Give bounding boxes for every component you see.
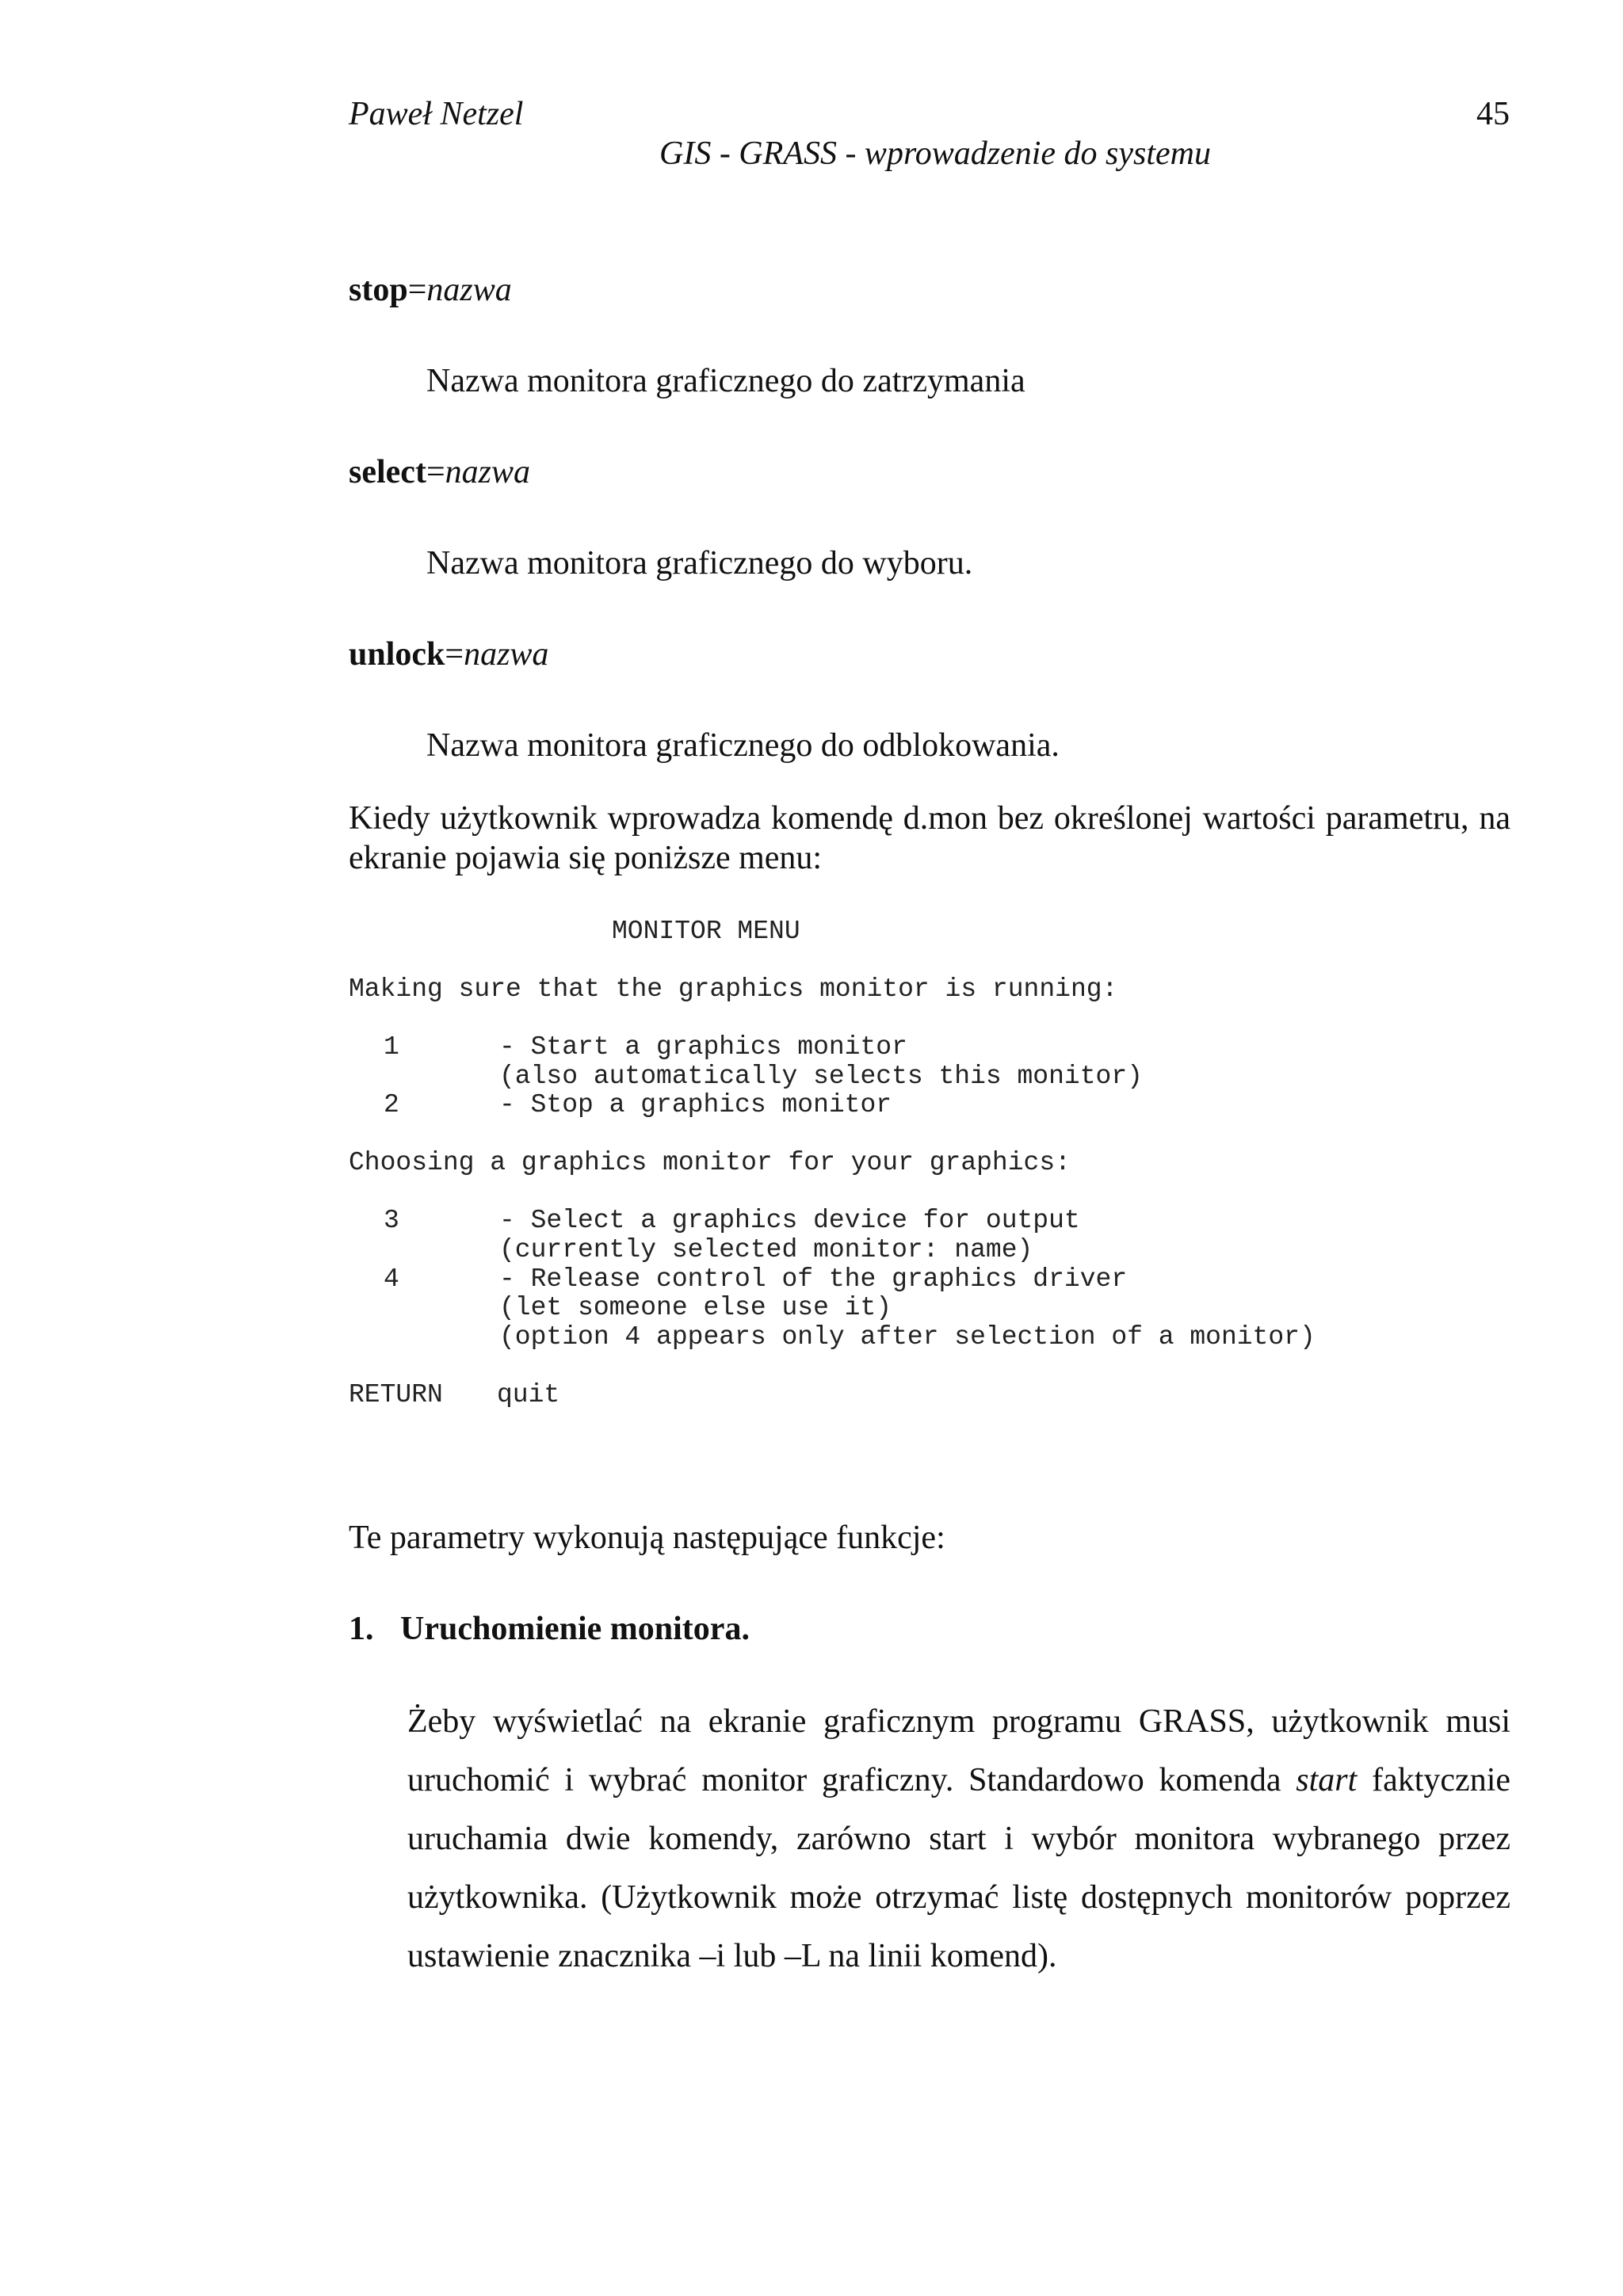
param-unlock-description: Nazwa monitora graficznego do odblokowania. (426, 727, 1060, 764)
param-stop (349, 271, 512, 309)
section-number: 1. (349, 1611, 374, 1647)
menu-section-running: Making sure that the graphics monitor is running: (349, 974, 1118, 1004)
param-value: nazwa (464, 636, 549, 673)
functions-intro: Te parametry wykonują następujące funkcje: (349, 1520, 945, 1556)
body-line: ustawienie znacznika –i lub –L na linii komend). (407, 1938, 1057, 1974)
param-name: unlock (349, 636, 445, 673)
param-value: nazwa (426, 272, 512, 308)
body-text: uruchomić i wybrać monitor graficzny. Standardowo komenda (407, 1762, 1296, 1798)
param-name: select (349, 454, 426, 490)
menu-return-key: RETURN (349, 1380, 443, 1409)
body-paragraph (407, 1692, 1510, 1985)
menu-item-release: - Release control of the graphics driver (499, 1264, 1128, 1294)
menu-item-number: 2 (384, 1090, 399, 1119)
param-select-description: Nazwa monitora graficznego do wyboru. (426, 545, 973, 582)
menu-item-select-note: (currently selected monitor: name) (499, 1235, 1033, 1264)
section-heading (349, 1610, 750, 1648)
header-title: GIS - GRASS - wprowadzenie do systemu (659, 135, 1212, 172)
param-stop-description: Nazwa monitora graficznego do zatrzymania (426, 363, 1025, 399)
menu-item-number: 1 (384, 1032, 399, 1062)
menu-item-start: - Start a graphics monitor (499, 1032, 907, 1062)
menu-item-number: 3 (384, 1206, 399, 1235)
menu-section-choosing: Choosing a graphics monitor for your graphics: (349, 1148, 1071, 1177)
menu-item-start-note: (also automatically selects this monitor) (499, 1062, 1143, 1091)
menu-item-release-note: (let someone else use it) (499, 1293, 892, 1322)
param-unlock (349, 635, 548, 673)
page-number: 45 (1476, 96, 1510, 132)
menu-return-action: quit (497, 1380, 560, 1409)
param-value: nazwa (445, 454, 530, 490)
section-title: Uruchomienie monitora. (400, 1611, 750, 1647)
menu-item-number: 4 (384, 1264, 399, 1294)
menu-title: MONITOR MENU (612, 917, 800, 946)
param-equals: = (426, 454, 445, 490)
intro-paragraph: Kiedy użytkownik wprowadza komendę d.mon bez określonej wartości parametru, na ekranie pojawia się poniższe menu: (349, 800, 1510, 876)
param-equals: = (445, 636, 464, 673)
param-equals: = (407, 272, 427, 308)
menu-item-release-condition: (option 4 appears only after selection of a monitor) (499, 1322, 1316, 1352)
command-name: start (1296, 1762, 1358, 1798)
param-select (349, 453, 530, 491)
menu-item-stop: - Stop a graphics monitor (499, 1090, 892, 1119)
body-line (407, 1751, 1510, 1810)
header-author: Paweł Netzel (349, 96, 524, 132)
body-line: uruchamia dwie komendy, zarówno start i wybór monitora wybranego przez (407, 1821, 1510, 1857)
body-line: użytkownika. (Użytkownik może otrzymać listę dostępnych monitorów poprzez (407, 1879, 1510, 1916)
menu-item-select: - Select a graphics device for output (499, 1206, 1080, 1235)
body-text: faktycznie (1357, 1762, 1511, 1798)
param-name: stop (349, 272, 408, 308)
body-line: Żeby wyświetlać na ekranie graficznym programu GRASS, użytkownik musi (407, 1703, 1510, 1740)
